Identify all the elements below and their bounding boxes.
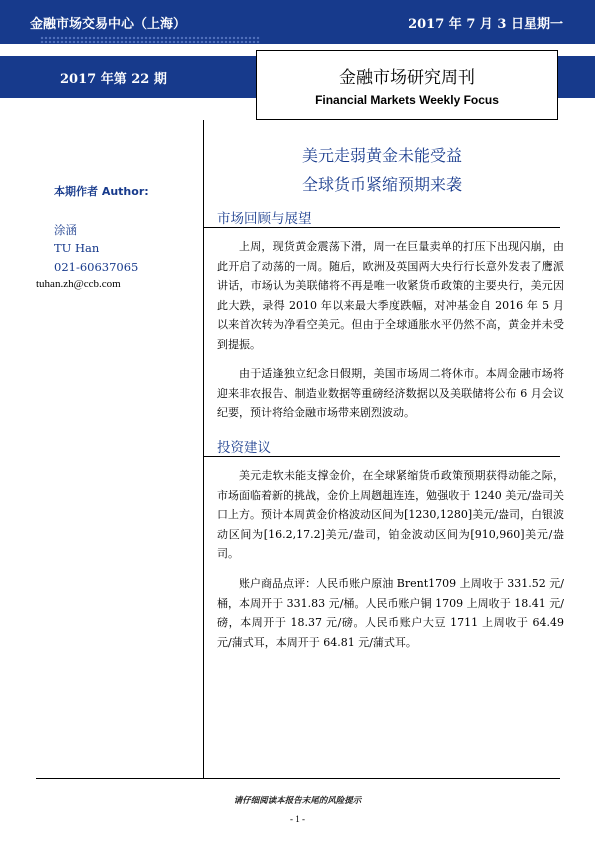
- section-title-market-review: 市场回顾与展望: [217, 211, 312, 227]
- author-name-zh: 涂涵: [54, 223, 77, 237]
- author-phone: 021-60637065: [54, 260, 139, 274]
- author-email: tuhan.zh@ccb.com: [36, 278, 121, 290]
- header-date: 2017 年 7 月 3 日星期一: [408, 17, 563, 32]
- column-divider: [203, 120, 204, 778]
- section-rule: [204, 456, 560, 457]
- author-label: 本期作者 Author:: [54, 185, 149, 198]
- paragraph: 由于适逢独立纪念日假期，美国市场周二将休市。本周金融市场将迎来非农报告、制造业数据等重磅经济数据以及美联储将公布 6 月会议纪要，预计将给金融市场带来剧烈波动。: [217, 367, 564, 419]
- paragraph: 账户商品点评：人民币账户原油 Brent1709 上周收于 331.52 元/桶，本周开于 331.83 元/桶。人民币账户铜 1709 上周收于 18.41 元/磅，本周开于 18.37 元/磅。人民币账户大豆 1711 上周收于 64.49 元/蒲式耳，本周开于 64.81 元/蒲式耳。: [217, 577, 564, 649]
- page-number: - 1 -: [290, 814, 305, 824]
- paragraph: 美元走软未能支撑金价，在全球紧缩货币政策预期获得动能之际，市场面临着新的挑战，金价上周趔趄连连，勉强收于 1240 美元/盎司关口上方。预计本周黄金价格波动区间为[1230,1280]美元/盎司，白银波动区间为[16.2,17.2]美元/盎司，铂金波动区间为[910,960]美元/盎司。: [217, 469, 564, 560]
- issue-number: 2017 年第 22 期: [60, 72, 167, 87]
- author-name-en: TU Han: [54, 241, 100, 255]
- risk-disclaimer-note: 请仔细阅读本报告末尾的风险提示: [233, 796, 362, 806]
- header-dot-pattern: [40, 36, 260, 44]
- header-org: 金融市场交易中心（上海）: [30, 17, 187, 32]
- section-rule: [204, 227, 560, 228]
- headline-line-1: 美元走弱黄金未能受益: [301, 146, 462, 165]
- footer-rule: [36, 778, 560, 779]
- publication-title-box: [256, 50, 558, 120]
- paragraph: 上周，现货黄金震荡下滑，周一在巨量卖单的打压下出现闪崩，由此开启了动荡的一周。随后，欧洲及英国两大央行行长意外发表了鹰派讲话，市场认为美联储将不再是唯一收紧货币政策的主要央行，美元因此大跌，录得 2010 年以来最大季度跌幅，对冲基金自 2016 年 5 月以来首次转为净看空美元。但由于全球通胀水平仍然不高，黄金并未受到提振。: [217, 240, 564, 351]
- publication-title-zh: 金融市场研究周刊: [339, 68, 475, 88]
- headline-line-2: 全球货币紧缩预期来袭: [301, 175, 462, 194]
- section-title-investment-advice: 投资建议: [217, 440, 271, 456]
- publication-title-en: Financial Markets Weekly Focus: [315, 93, 499, 107]
